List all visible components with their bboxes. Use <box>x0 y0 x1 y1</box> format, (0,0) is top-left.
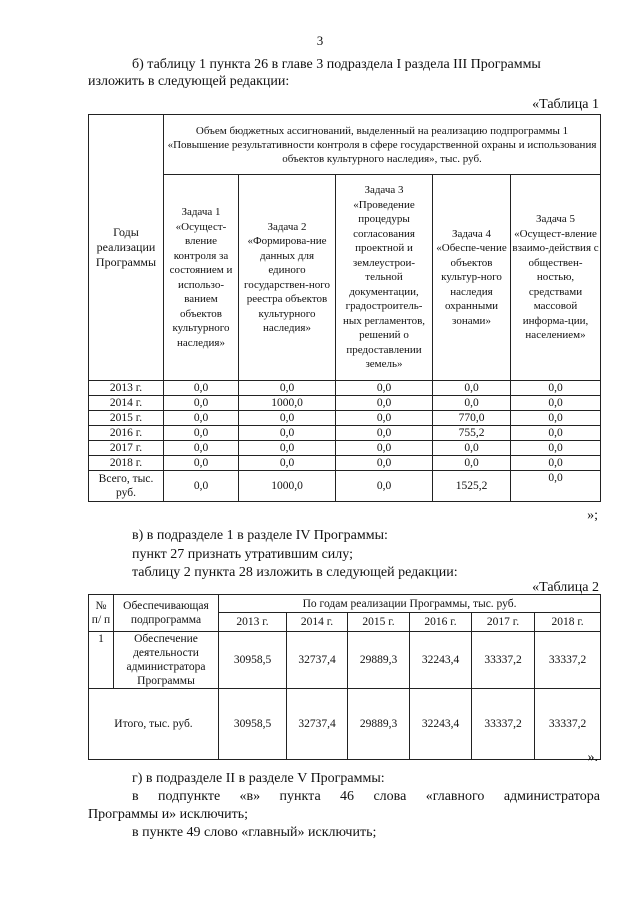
year-header: 2017 г. <box>472 613 535 632</box>
value-cell: 0,0 <box>511 381 601 396</box>
value-cell: 0,0 <box>239 381 336 396</box>
value-cell: 755,2 <box>433 426 511 441</box>
subprogram-column-header: Обеспечивающая подпрограмма <box>114 595 219 632</box>
paragraph-g2-line1: в подпункте «в» пункта 46 слова «главного администратора <box>132 789 600 804</box>
year-header: 2018 г. <box>535 613 601 632</box>
table2-closer: ». <box>587 750 598 765</box>
value-cell: 0,0 <box>164 381 239 396</box>
total-value: 1000,0 <box>239 471 336 502</box>
value-cell: 0,0 <box>336 381 433 396</box>
table1-caption: «Таблица 1 <box>532 97 599 112</box>
value-cell: 0,0 <box>336 441 433 456</box>
paragraph-g2-line2: Программы и» исключить; <box>88 807 249 822</box>
years-group-header: По годам реализации Программы, тыс. руб. <box>219 595 601 613</box>
paragraph-b: б) таблицу 1 пункта 26 в главе 3 подраздела I раздела III Программы изложить в следующей редакции: <box>88 57 541 89</box>
value-cell: 0,0 <box>239 426 336 441</box>
year-header: 2014 г. <box>287 613 348 632</box>
paragraph-g1: г) в подразделе II в разделе V Программы: <box>132 771 385 786</box>
total-value: 32243,4 <box>410 689 472 760</box>
table-1 <box>88 114 601 502</box>
value-cell: 0,0 <box>239 411 336 426</box>
table-row <box>89 426 601 441</box>
value-cell: 0,0 <box>336 426 433 441</box>
value-cell: 32243,4 <box>410 632 472 689</box>
value-cell: 29889,3 <box>348 632 410 689</box>
value-cell: 0,0 <box>433 381 511 396</box>
year-cell: 2013 г. <box>89 381 164 396</box>
table-row <box>89 396 601 411</box>
value-cell: 770,0 <box>433 411 511 426</box>
value-cell: 32737,4 <box>287 632 348 689</box>
paragraph-g3: в пункте 49 слово «главный» исключить; <box>132 825 377 840</box>
task-5-header: Задача 5 «Осущест-вление взаимо-действия с обществен-ностью, средствами массовой информа-ции, населением» <box>511 175 601 381</box>
row-number: 1 <box>89 632 114 689</box>
number-column-header: № п/ п <box>89 595 114 632</box>
value-cell: 0,0 <box>239 441 336 456</box>
task-2-header: Задача 2 «Формирова-ние данных для единого государствен-ного реестра объектов культурного наследия» <box>239 175 336 381</box>
year-cell: 2016 г. <box>89 426 164 441</box>
value-cell: 0,0 <box>164 396 239 411</box>
value-cell: 0,0 <box>336 411 433 426</box>
allocation-header: Объем бюджетных ассигнований, выделенный на реализацию подпрограммы 1 «Повышение результативности контроля в сфере государственной охраны и использования объектов культурного наследия», тыс. руб. <box>164 115 601 175</box>
table-row <box>89 441 601 456</box>
task-4-header: Задача 4 «Обеспе-чение объектов культур-ного наследия охранными зонами» <box>433 175 511 381</box>
value-cell: 0,0 <box>239 456 336 471</box>
value-cell: 0,0 <box>164 426 239 441</box>
value-cell: 0,0 <box>511 396 601 411</box>
value-cell: 0,0 <box>433 441 511 456</box>
value-cell: 0,0 <box>511 456 601 471</box>
task-1-header: Задача 1 «Осущест-вление контроля за состоянием и использо-ванием объектов культурного наследия» <box>164 175 239 381</box>
value-cell: 0,0 <box>511 441 601 456</box>
total-label: Всего, тыс. руб. <box>89 471 164 502</box>
year-header: 2016 г. <box>410 613 472 632</box>
value-cell: 0,0 <box>511 426 601 441</box>
year-cell: 2017 г. <box>89 441 164 456</box>
table-row <box>89 456 601 471</box>
total-value: 33337,2 <box>535 689 601 760</box>
total-row <box>89 471 601 502</box>
paragraph-v1: в) в подразделе 1 в разделе IV Программы: <box>132 528 388 543</box>
total-value: 32737,4 <box>287 689 348 760</box>
value-cell: 33337,2 <box>472 632 535 689</box>
year-cell: 2015 г. <box>89 411 164 426</box>
page-number: 3 <box>316 33 324 48</box>
total-value: 29889,3 <box>348 689 410 760</box>
value-cell: 1000,0 <box>239 396 336 411</box>
value-cell: 33337,2 <box>535 632 601 689</box>
table2-caption: «Таблица 2 <box>532 580 599 595</box>
year-header: 2015 г. <box>348 613 410 632</box>
value-cell: 0,0 <box>433 456 511 471</box>
total-row <box>89 689 601 760</box>
total-label: Итого, тыс. руб. <box>89 689 219 760</box>
value-cell: 0,0 <box>164 456 239 471</box>
total-value: 30958,5 <box>219 689 287 760</box>
table-row <box>89 632 601 689</box>
year-cell: 2018 г. <box>89 456 164 471</box>
total-value: 0,0 <box>164 471 239 502</box>
total-value: 0,0 <box>336 471 433 502</box>
total-value: 33337,2 <box>472 689 535 760</box>
value-cell: 0,0 <box>336 396 433 411</box>
total-value: 1525,2 <box>433 471 511 502</box>
table-row <box>89 381 601 396</box>
paragraph-v2: пункт 27 признать утратившим силу; <box>132 547 353 562</box>
value-cell: 0,0 <box>164 441 239 456</box>
table1-closer: »; <box>587 508 598 523</box>
table-2 <box>88 594 601 760</box>
value-cell: 0,0 <box>336 456 433 471</box>
subprogram-name: Обеспечение деятельности администратора Программы <box>114 632 219 689</box>
value-cell: 0,0 <box>164 411 239 426</box>
year-header: 2013 г. <box>219 613 287 632</box>
total-value: 0,0 <box>511 471 601 502</box>
value-cell: 0,0 <box>511 411 601 426</box>
task-3-header: Задача 3 «Проведение процедуры согласования проектной и землеустрои-тельной документации, градостроитель-ных регламентов, решений о предоставлении земель» <box>336 175 433 381</box>
value-cell: 30958,5 <box>219 632 287 689</box>
year-cell: 2014 г. <box>89 396 164 411</box>
table-row <box>89 411 601 426</box>
value-cell: 0,0 <box>433 396 511 411</box>
years-column-header: Годы реализации Программы <box>89 115 164 381</box>
paragraph-v3: таблицу 2 пункта 28 изложить в следующей редакции: <box>132 565 458 580</box>
